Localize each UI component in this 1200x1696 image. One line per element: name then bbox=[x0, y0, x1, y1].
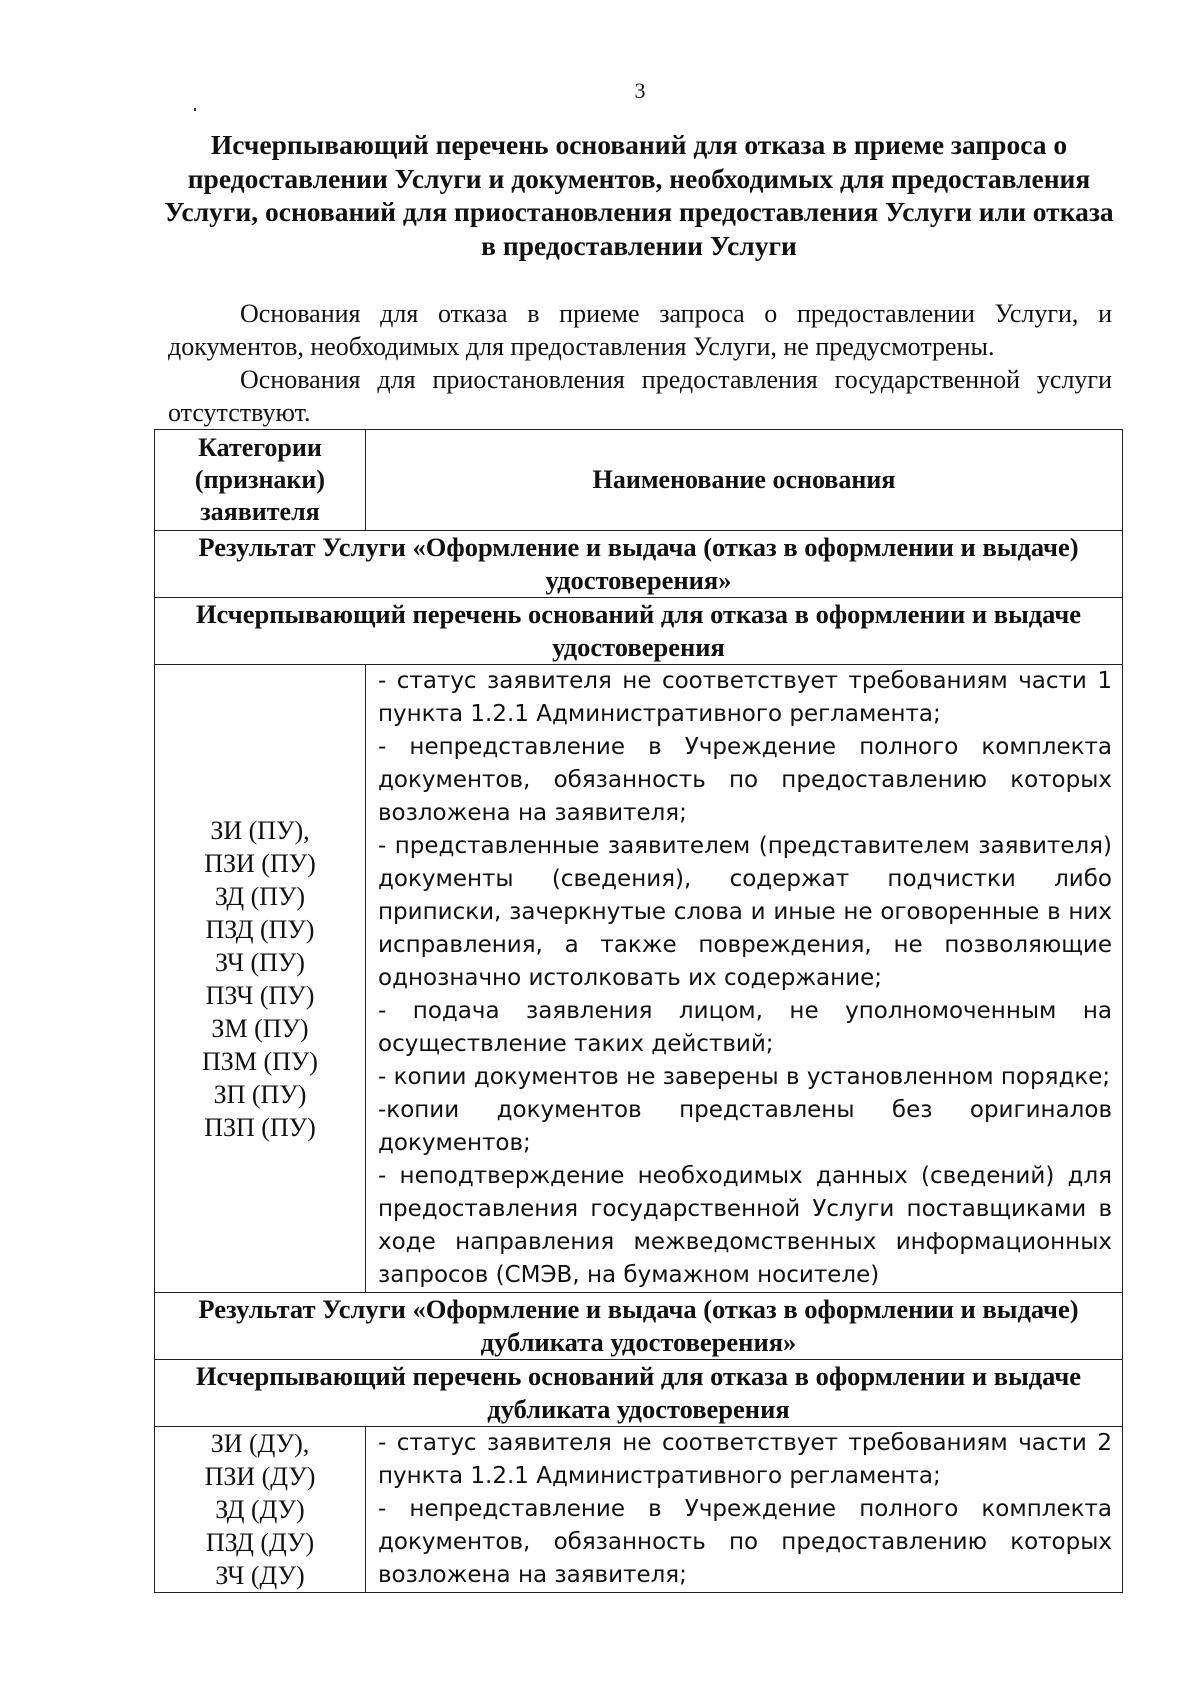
category-item: ЗМ (ПУ) bbox=[211, 1013, 309, 1043]
table-header-row bbox=[155, 430, 1123, 531]
section-1-result-row bbox=[155, 531, 1123, 598]
ground-item: - представленные заявителем (представителем заявителя) документы (сведения), содержат подчистки либо приписки, зачеркнутые слова и иные не оговоренные в них исправления, а также повреждения, не позволяющие однозначно истолковать их содержание; bbox=[378, 833, 1112, 991]
scan-dot bbox=[194, 108, 196, 111]
paragraph-no-refusal-grounds: Основания для отказа в приеме запроса о предоставлении Услуги, и документов, необходимых для предоставления Услуги, не предусмотрены. bbox=[168, 299, 1112, 361]
section-1-result: Результат Услуги «Оформление и выдача (отказ в оформлении и выдаче) удостоверения» bbox=[155, 531, 1123, 598]
category-item: ЗИ (ПУ), bbox=[210, 815, 310, 845]
category-item: ЗЧ (ПУ) bbox=[215, 947, 305, 977]
page-number: 3 bbox=[634, 78, 646, 103]
section-1-list-title: Исчерпывающий перечень оснований для отказа в оформлении и выдаче удостоверения bbox=[155, 598, 1123, 665]
category-item: ПЗД (ДУ) bbox=[205, 1528, 315, 1557]
section-1-list-title-row bbox=[155, 598, 1123, 665]
ground-item: - статус заявителя не соответствует требованиям части 1 пункта 1.2.1 Административного регламента; bbox=[378, 668, 1112, 727]
document-title: Исчерпывающий перечень оснований для отказа в приеме запроса о предоставлении Услуги и документов, необходимых для предоставления Услуги, оснований для приостановления предоставления Услуги или отказа в предоставлении Услуги bbox=[164, 129, 1114, 261]
section-2-result-row bbox=[155, 1293, 1123, 1360]
section-1-body-row bbox=[155, 665, 1123, 1293]
ground-item: - непредставление в Учреждение полного комплекта документов, обязанность по предоставлению которых возложена на заявителя; bbox=[378, 1496, 1112, 1588]
category-item: ПЗД (ПУ) bbox=[205, 914, 315, 944]
ground-item: - статус заявителя не соответствует требованиям части 2 пункта 1.2.1 Административного регламента; bbox=[378, 1430, 1112, 1489]
header-name: Наименование основания bbox=[366, 430, 1123, 531]
section-2-list-title: Исчерпывающий перечень оснований для отказа в оформлении и выдаче дубликата удостоверения bbox=[155, 1360, 1123, 1427]
paragraph-no-suspension-grounds: Основания для приостановления предоставления государственной услуги отсутствуют. bbox=[168, 365, 1112, 427]
section-1-categories bbox=[155, 665, 366, 1293]
grounds-table bbox=[154, 429, 1123, 1593]
category-item: ЗД (ПУ) bbox=[214, 881, 306, 911]
category-item: ПЗМ (ПУ) bbox=[202, 1046, 318, 1076]
section-2-result: Результат Услуги «Оформление и выдача (отказ в оформлении и выдаче) дубликата удостоверения» bbox=[155, 1293, 1123, 1360]
section-2-categories bbox=[155, 1427, 366, 1593]
ground-item: - подача заявления лицом, не уполномоченным на осуществление таких действий; bbox=[378, 998, 1112, 1057]
ground-item: - копии документов не заверены в установленном порядке; bbox=[378, 1064, 1111, 1090]
category-item: ПЗП (ПУ) bbox=[204, 1112, 316, 1142]
section-2-list-title-row bbox=[155, 1360, 1123, 1427]
section-2-body-row bbox=[155, 1427, 1123, 1593]
category-item: ЗП (ПУ) bbox=[213, 1079, 307, 1109]
category-item: ПЗЧ (ПУ) bbox=[205, 980, 315, 1010]
category-item: ПЗИ (ДУ) bbox=[204, 1462, 316, 1491]
category-item: ЗИ (ДУ), bbox=[210, 1429, 310, 1458]
header-category: Категории (признаки) заявителя bbox=[155, 430, 366, 531]
ground-item: - непредставление в Учреждение полного комплекта документов, обязанность по предоставлению которых возложена на заявителя; bbox=[378, 734, 1112, 826]
section-2-grounds bbox=[366, 1427, 1123, 1593]
category-item: ЗЧ (ДУ) bbox=[215, 1561, 305, 1590]
ground-item: - неподтверждение необходимых данных (сведений) для предоставления государственной Услуги поставщиками в ходе направления межведомственных информационных запросов (СМЭВ, на бумажном носителе) bbox=[378, 1163, 1112, 1288]
section-1-grounds bbox=[366, 665, 1123, 1293]
category-item: ЗД (ДУ) bbox=[215, 1495, 305, 1524]
ground-item: -копии документов представлены без оригиналов документов; bbox=[378, 1097, 1112, 1156]
category-item: ПЗИ (ПУ) bbox=[204, 848, 316, 878]
